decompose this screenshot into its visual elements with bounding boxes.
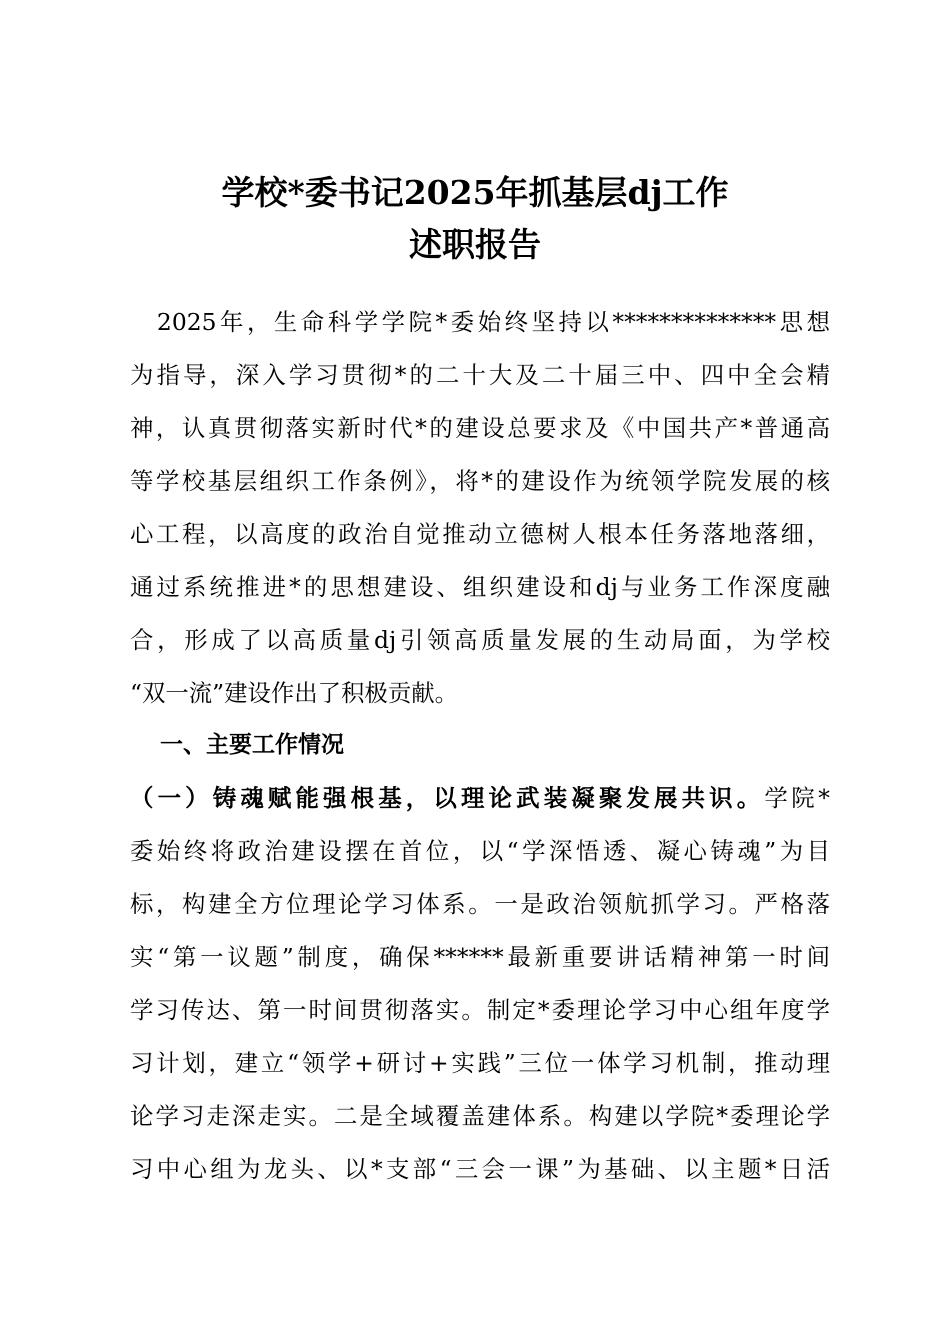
- intro-paragraph-line: 2025年，生命科学学院*委始终坚持以**************思想: [130, 308, 830, 336]
- intro-paragraph-line: 通过系统推进*的思想建设、组织建设和dj与业务工作深度融: [130, 573, 830, 601]
- subsection-paragraph-line: 学习传达、第一时间贯彻落实。制定*委理论学习中心组年度学: [130, 996, 830, 1024]
- intro-paragraph-line: 神，认真贯彻落实新时代*的建设总要求及《中国共产*普通高: [130, 414, 830, 442]
- document-title-line-2: 述职报告: [409, 225, 541, 264]
- intro-paragraph-line: “双一流”建设作出了积极贡献。: [130, 679, 458, 707]
- subsection-paragraph-line: 习计划，建立“领学+研讨+实践”三位一体学习机制，推动理: [130, 1049, 830, 1077]
- intro-paragraph-line: 等学校基层组织工作条例》，将*的建设作为统领学院发展的核: [130, 467, 830, 495]
- subsection-heading: （一）铸魂赋能强根基，以理论武装凝聚发展共识。: [130, 784, 765, 812]
- intro-paragraph-line: 为指导，深入学习贯彻*的二十大及二十届三中、四中全会精: [130, 361, 830, 389]
- intro-paragraph-line: 合，形成了以高质量dj引领高质量发展的生动局面，为学校: [130, 626, 830, 654]
- section-heading: 一、主要工作情况: [160, 732, 344, 758]
- intro-paragraph-line: 心工程，以高度的政治自觉推动立德树人根本任务落地落细，: [130, 520, 830, 548]
- subsection-first-line-rest: 学院*: [764, 784, 830, 812]
- subsection-first-line: [130, 772, 830, 825]
- subsection-paragraph-line: 委始终将政治建设摆在首位，以“学深悟透、凝心铸魂”为目: [130, 837, 830, 865]
- subsection-paragraph-line: 实“第一议题”制度，确保******最新重要讲话精神第一时间: [130, 943, 830, 971]
- document-title-line-1: 学校*委书记2025年抓基层dj工作: [221, 173, 729, 212]
- subsection-paragraph-line: 论学习走深走实。二是全域覆盖建体系。构建以学院*委理论学: [130, 1102, 830, 1130]
- subsection-paragraph-line: 习中心组为龙头、以*支部“三会一课”为基础、以主题*日活: [130, 1155, 830, 1183]
- subsection-paragraph-line: 标，构建全方位理论学习体系。一是政治领航抓学习。严格落: [130, 890, 830, 918]
